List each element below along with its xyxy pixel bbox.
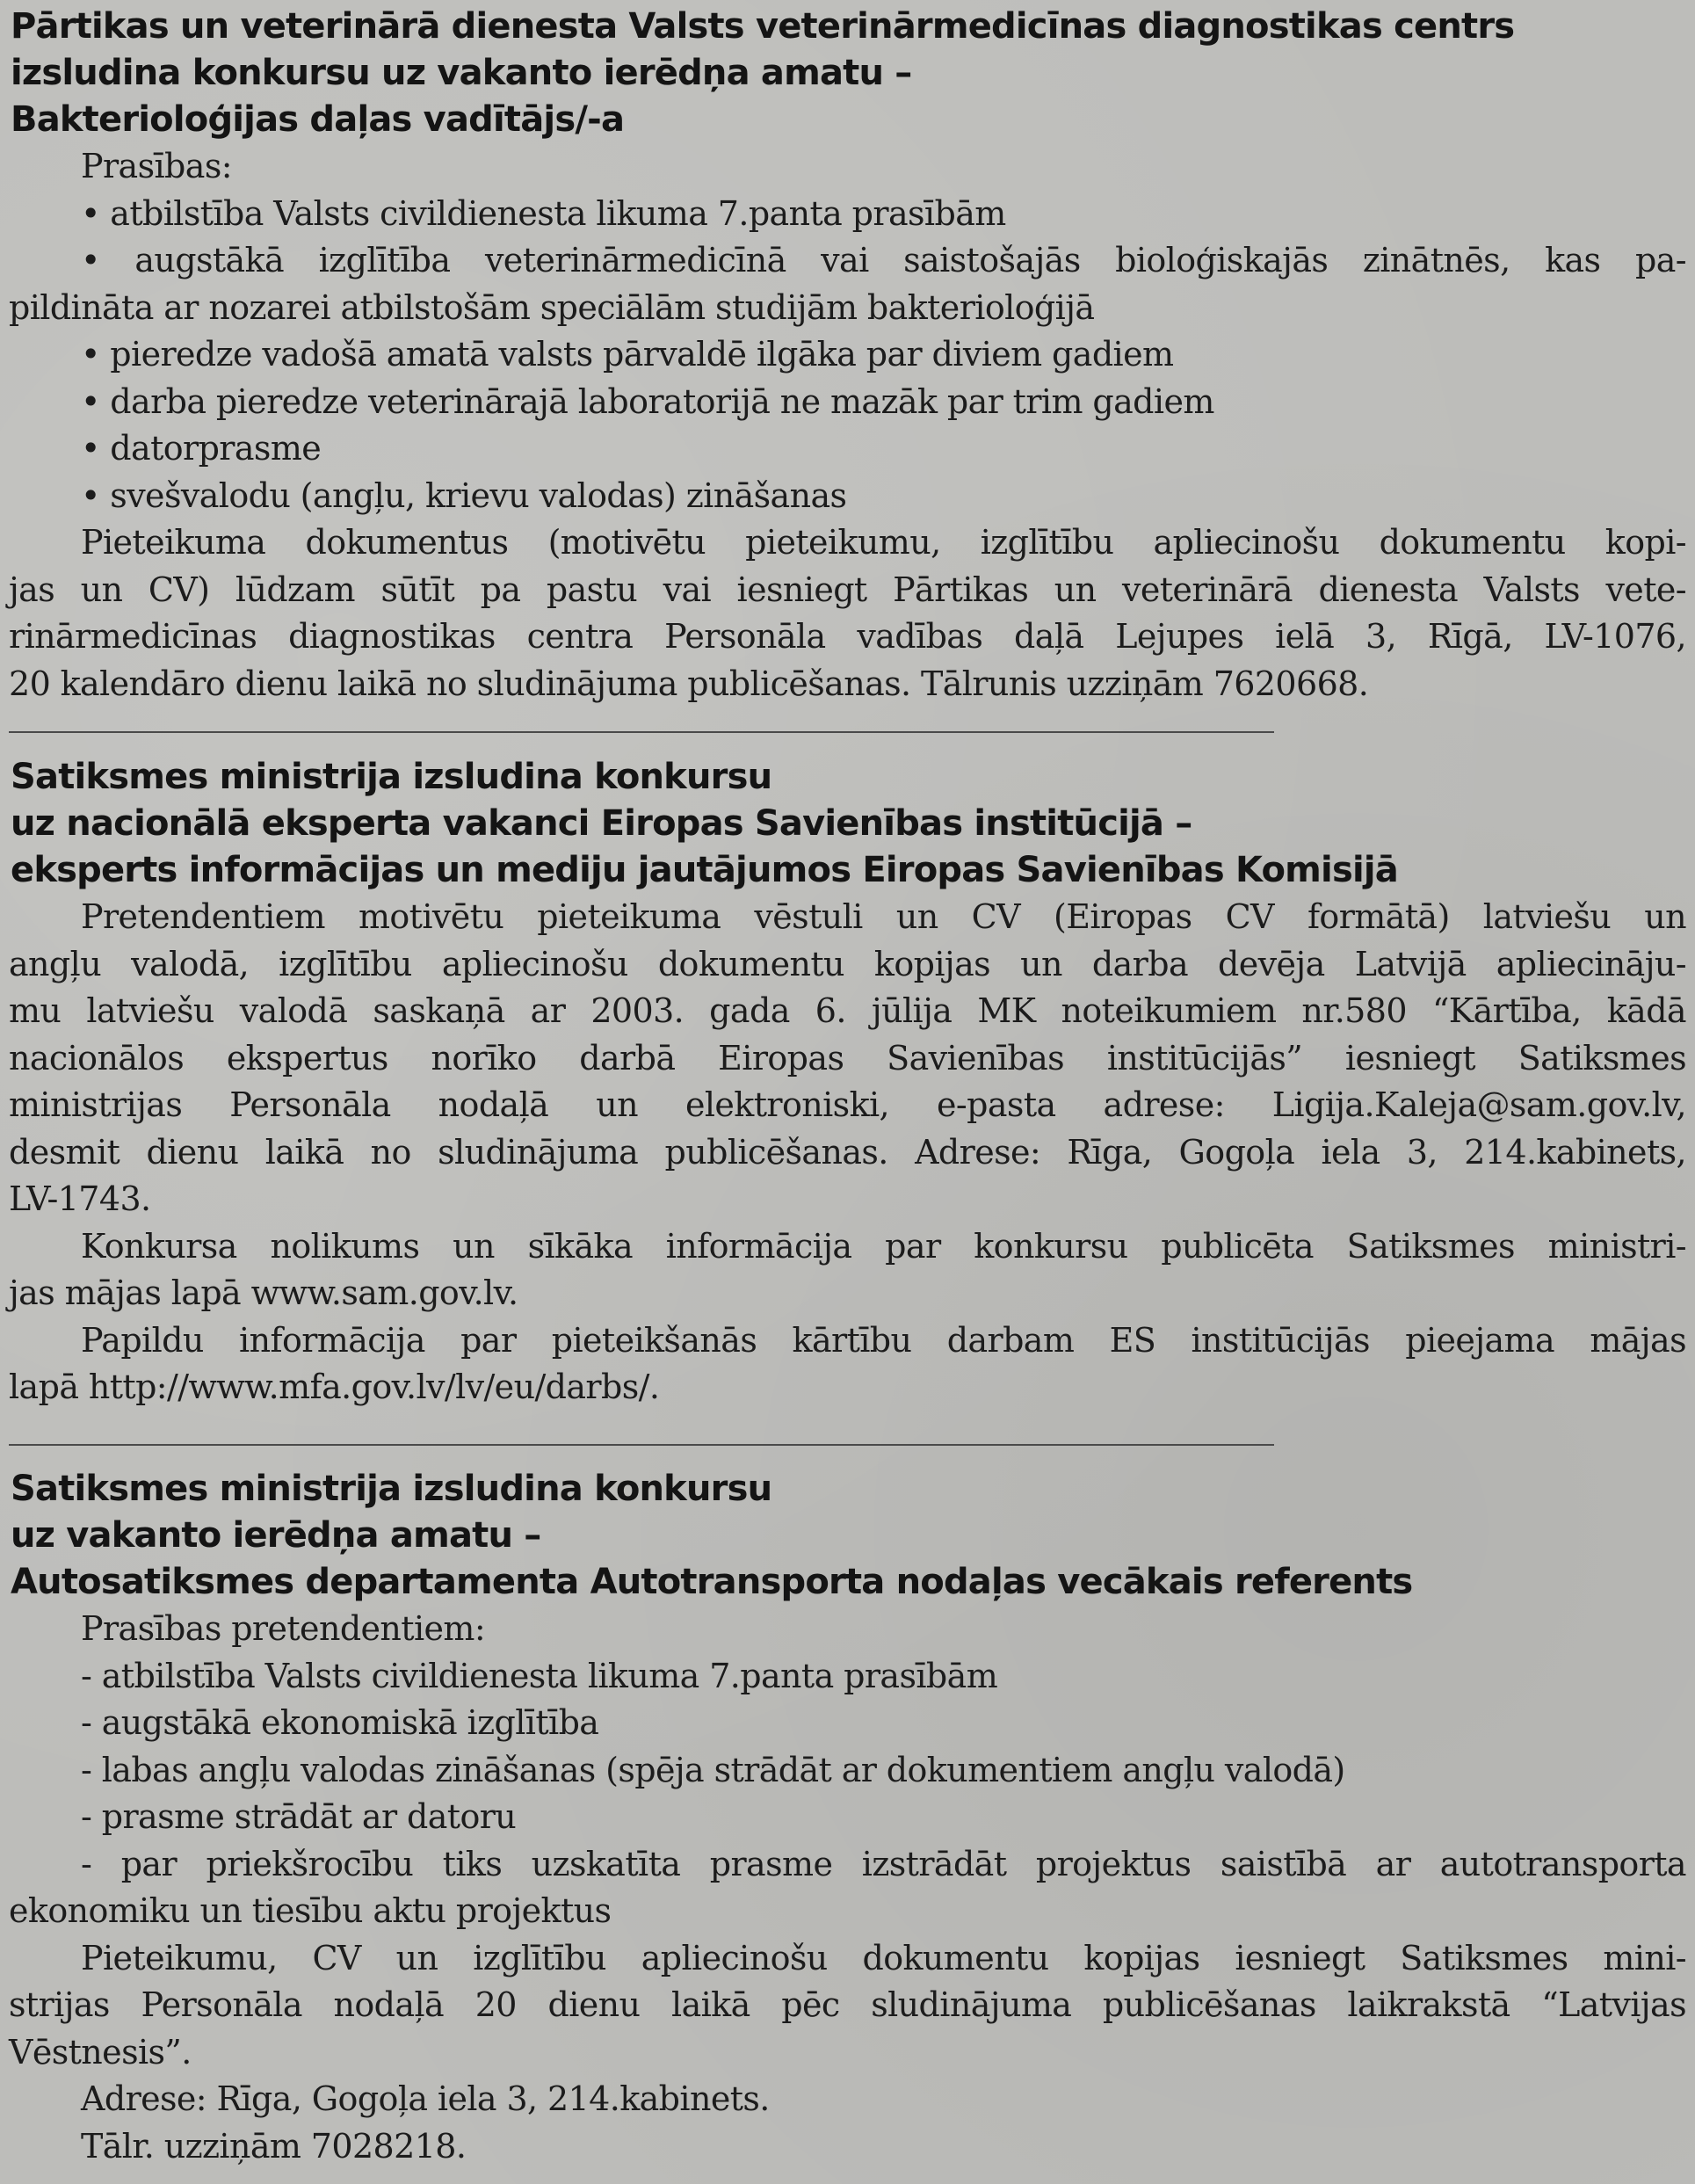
ad-body: [0, 143, 1695, 707]
heading-line: Bakterioloģijas daļas vadītājs/-a: [11, 99, 625, 140]
requirement-item: • datorprasme: [81, 429, 322, 468]
job-ad-national-expert: [0, 754, 1695, 1411]
requirements-label: Prasības pretendentiem:: [81, 1609, 486, 1648]
requirement-item: • atbilstība Valsts civildienesta likuma 7.panta prasībām: [81, 193, 1006, 233]
requirement-item: • svešvalodu (angļu, krievu valodas) zināšanas: [81, 475, 847, 515]
requirement-item: - par priekšrocību tiks uzskatīta prasme izstrādāt projektus saistībā ar autotransporta: [81, 1844, 1686, 1883]
requirement-item: - augstākā ekonomiskā izglītība: [81, 1703, 599, 1742]
application-text: jas un CV) lūdzam sūtīt pa pastu vai iesniegt Pārtikas un veterinārā dienesta Valsts vete-: [9, 570, 1686, 609]
ad-heading: [11, 1466, 1695, 1606]
heading-line: eksperts informācijas un mediju jautājumos Eiropas Savienības Komisijā: [11, 850, 1398, 890]
paragraph-line: angļu valodā, izglītību apliecinošu dokumentu kopijas un darba devēja Latvijā apliecināju-: [9, 944, 1686, 983]
requirement-item: - atbilstība Valsts civildienesta likuma 7.panta prasībām: [81, 1656, 998, 1695]
paragraph-line: LV-1743.: [9, 1179, 151, 1218]
heading-line: Satiksmes ministrija izsludina konkursu: [11, 1469, 772, 1509]
heading-line: Satiksmes ministrija izsludina konkursu: [11, 757, 772, 797]
requirement-item: - prasme strādāt ar datoru: [81, 1797, 517, 1836]
application-text: strijas Personāla nodaļā 20 dienu laikā pēc sludinājuma publicēšanas laikrakstā “Latvijas: [9, 1985, 1686, 2024]
requirements-label: Prasības:: [81, 147, 232, 185]
application-text: Pieteikuma dokumentus (motivētu pieteikumu, izglītību apliecinošu dokumentu kopi-: [81, 523, 1686, 562]
application-text: Pieteikumu, CV un izglītību apliecinošu dokumentu kopijas iesniegt Satiksmes mini-: [81, 1938, 1686, 1977]
application-text: Vēstnesis”.: [9, 2032, 192, 2072]
heading-line: uz vakanto ierēdņa amatu –: [11, 1515, 541, 1556]
paragraph-line: nacionālos ekspertus norīko darbā Eiropas Savienības institūcijās” iesniegt Satiksmes: [9, 1038, 1686, 1077]
paragraph-line: Pretendentiem motivētu pieteikuma vēstuli un CV (Eiropas CV formātā) latviešu un: [81, 897, 1686, 936]
job-ad-bacteriology-head: [0, 4, 1695, 707]
paragraph-line: lapā http://www.mfa.gov.lv/lv/eu/darbs/.: [9, 1368, 660, 1406]
job-ad-senior-referent: [0, 1466, 1695, 2170]
ad-body: [0, 1606, 1695, 2170]
requirement-item-cont: pildināta ar nozarei atbilstošām speciālām studijām bakterioloģijā: [9, 287, 1095, 327]
heading-line: uz nacionālā eksperta vakanci Eiropas Savienības institūcijā –: [11, 803, 1192, 844]
heading-line: Pārtikas un veterinārā dienesta Valsts veterinārmedicīnas diagnostikas centrs: [11, 6, 1515, 47]
ad-heading: [11, 754, 1695, 894]
application-text: rinārmedicīnas diagnostikas centra Personāla vadības daļā Lejupes ielā 3, Rīgā, LV-1076,: [9, 617, 1686, 656]
paragraph-line: mu latviešu valodā saskaņā ar 2003. gada 6. jūlija MK noteikumiem nr.580 “Kārtība, kādā: [9, 991, 1686, 1030]
paragraph-line: Papildu informācija par pieteikšanās kārtību darbam ES institūcijās pieejama mājas: [81, 1320, 1686, 1360]
requirement-item: • darba pieredze veterinārajā laboratorijā ne mazāk par trim gadiem: [81, 381, 1214, 421]
paragraph-line: desmit dienu laikā no sludinājuma publicēšanas. Adrese: Rīga, Gogoļa iela 3, 214.kabinets,: [9, 1132, 1686, 1172]
phone-text: Tālr. uzziņām 7028218.: [81, 2126, 467, 2166]
requirement-item-cont: ekonomiku un tiesību aktu projektus: [9, 1891, 612, 1930]
requirement-item: • pieredze vadošā amatā valsts pārvaldē ilgāka par diviem gadiem: [81, 335, 1174, 374]
ad-body: [0, 894, 1695, 1411]
heading-line: Autosatiksmes departamenta Autotransporta nodaļas vecākais referents: [11, 1562, 1413, 1602]
ad-heading: [11, 4, 1695, 143]
paragraph-line: Konkursa nolikums un sīkāka informācija par konkursu publicēta Satiksmes ministri-: [81, 1226, 1686, 1266]
heading-line: izsludina konkursu uz vakanto ierēdņa amatu –: [11, 53, 912, 93]
section-divider: [9, 1444, 1274, 1446]
paragraph-line: jas mājas lapā www.sam.gov.lv.: [9, 1273, 518, 1312]
paragraph-line: ministrijas Personāla nodaļā un elektroniski, e-pasta adrese: Ligija.Kaleja@sam.gov.lv,: [9, 1085, 1686, 1124]
requirement-item: - labas angļu valodas zināšanas (spēja strādāt ar dokumentiem angļu valodā): [81, 1750, 1345, 1789]
address-text: Adrese: Rīga, Gogoļa iela 3, 214.kabinets.: [81, 2079, 770, 2118]
section-divider: [9, 731, 1274, 733]
requirement-item: • augstākā izglītība veterinārmedicīnā vai saistošajās bioloģiskajās zinātnēs, kas pa-: [81, 241, 1686, 279]
application-text: 20 kalendāro dienu laikā no sludinājuma publicēšanas. Tālrunis uzziņām 7620668.: [9, 664, 1369, 703]
